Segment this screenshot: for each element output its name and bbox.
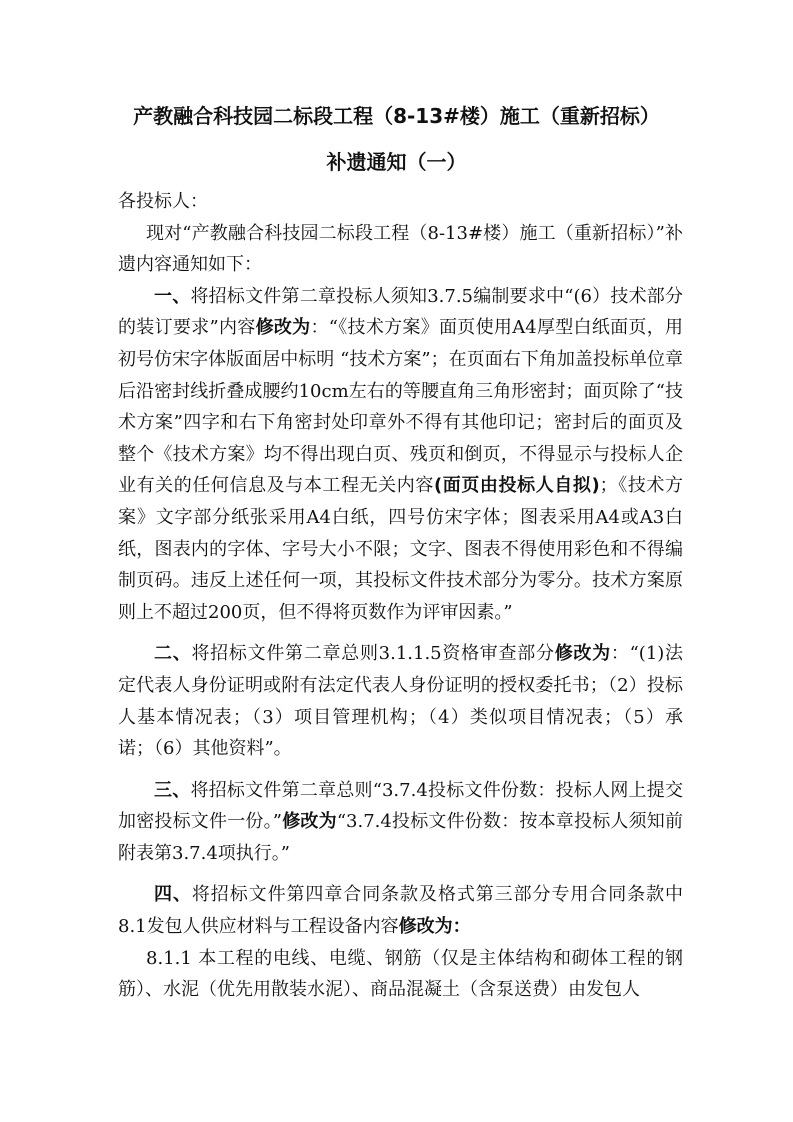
item-1-text-a: 将招标文件第二章投标人须知3.7.5编制要求中“(6）技术部分的装订要求”内容 xyxy=(118,285,684,339)
title-line-2: 补遗通知（一） xyxy=(326,150,467,174)
item-3-text-a: 将招标文件第二章总则“3.7.4投标文件份数：投标人网上提交加密投标文件一份。” xyxy=(118,779,684,833)
item-2-number: 二、 xyxy=(154,643,192,665)
title-line-1: 产教融合科技园二标段工程（8-13#楼）施工（重新招标） xyxy=(133,104,660,128)
item-1-text-c: ；《技术方案》文字部分纸张采用A4白纸，四号仿宋字体；图表采用A4或A3白纸，图表内的字体、字号大小不限；文字、图表不得使用彩色和不得编制页码。违反上述任何一项，其投标文件技术部分为零分。技术方案原则上不超过200页，但不得将页数作为评审因素。” xyxy=(118,475,684,623)
item-2-text-a: 将招标文件第二章总则3.1.1.5资格审查部分 xyxy=(191,643,555,665)
item-3-paragraph xyxy=(118,775,683,870)
item-4-number: 四、 xyxy=(154,884,192,906)
item-1-paragraph xyxy=(118,281,683,629)
item-1-bold-a: 修改为 xyxy=(255,317,311,339)
intro-paragraph: 现对“产教融合科技园二标段工程（8-13#楼）施工（重新招标）”补遗内容通知如下： xyxy=(118,222,683,276)
item-2-paragraph xyxy=(118,638,683,764)
item-2-bold-a: 修改为 xyxy=(554,643,611,665)
item-4-detail: 8.1.1 本工程的电线、电缆、钢筋（仅是主体结构和砌体工程的钢筋）、水泥（优先用散装水泥）、商品混凝土（含泵送费）由发包人 xyxy=(118,947,683,1001)
item-4-bold-a: 修改为： xyxy=(398,916,471,938)
item-3-number: 三、 xyxy=(154,779,191,801)
salutation: 各投标人： xyxy=(118,191,208,212)
item-4-text-a: 将招标文件第四章合同条款及格式第三部分专用合同条款中8.1发包人供应材料与工程设备内容 xyxy=(118,884,684,938)
document-body xyxy=(118,186,683,1006)
item-3-bold-a: 修改为 xyxy=(282,811,337,833)
item-1-bold-b: (面页由投标人自拟) xyxy=(433,475,600,497)
item-2-text-b: ：“(1)法定代表人身份证明或附有法定代表人身份证明的授权委托书；（2）投标人基本情况表；（3）项目管理机构；（4）类似项目情况表；（5）承诺；（6）其他资料”。 xyxy=(118,643,684,760)
item-1-text-b: ：“《技术方案》面页使用A4厚型白纸面页，用初号仿宋字体版面居中标明 “技术方案”；在页面右下角加盖投标单位章后沿密封线折叠成腰约10cm左右的等腰直角三角形密封；面页除了“技术方案”四字和右下角密封处印章外不得有其他印记；密封后的面页及整个《技术方案》均不得出现白页、残页和倒页，不得显示与投标人企业有关的任何信息及与本工程无关内容 xyxy=(118,317,684,497)
item-4-paragraph xyxy=(118,879,683,942)
item-1-number: 一、 xyxy=(154,285,191,307)
item-3-text-b: “3.7.4投标文件份数：按本章投标人须知前附表第3.7.4项执行。” xyxy=(118,811,684,864)
